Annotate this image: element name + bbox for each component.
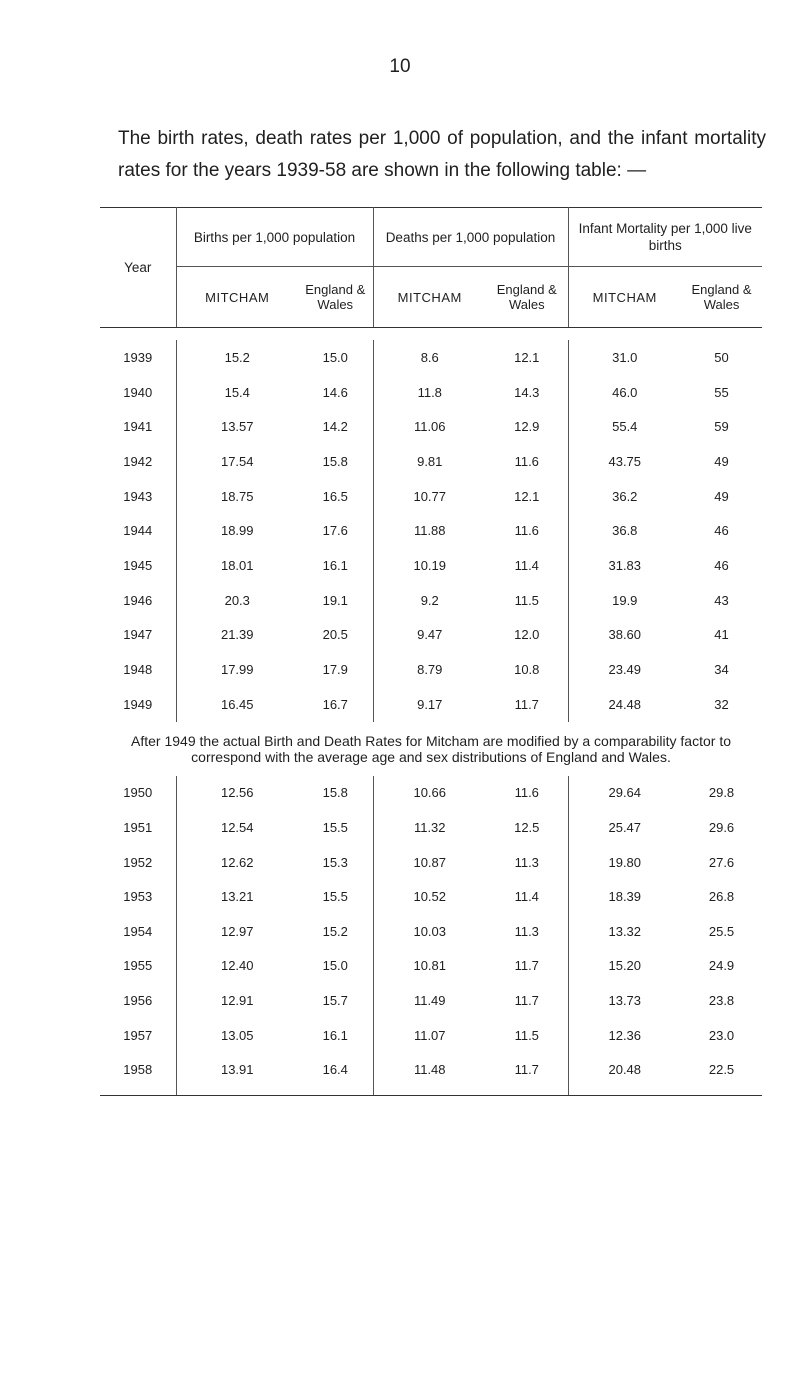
deaths-mitcham-cell: 11.49	[413, 992, 446, 1008]
infant-mitcham-cell: 29.64	[608, 785, 642, 801]
births-mitcham-cell: 15.2	[224, 349, 250, 365]
infant-england-wales-cell: 24.9	[708, 958, 735, 974]
intro-paragraph: The birth rates, death rates per 1,000 of population, and the infant mortality rates for the years 1939-58 are shown in the following table: —	[118, 128, 766, 181]
infant-england-wales-cell: 55	[714, 384, 729, 400]
infant-england-wales-cell: 29.6	[708, 819, 735, 835]
year-cell: 1940	[100, 375, 176, 410]
year-cell: 1941	[100, 409, 176, 444]
table-row	[100, 1018, 762, 1053]
rates-table	[100, 207, 762, 1096]
deaths-mitcham-cell: 8.79	[417, 662, 443, 678]
births-england-wales-cell: 15.5	[298, 810, 373, 845]
infant-mitcham-cell: 20.48	[608, 1062, 642, 1078]
births-mitcham-cell: 17.99	[220, 662, 254, 678]
table-row	[100, 810, 762, 845]
deaths-mitcham-cell: 9.81	[417, 453, 443, 469]
births-mitcham-cell: 17.54	[220, 453, 254, 469]
births-mitcham-cell: 20.3	[224, 592, 250, 608]
infant-mortality-header: Infant Mortality per 1,000 live births	[578, 221, 752, 253]
infant-england-wales-cell: 26.8	[708, 889, 735, 905]
births-mitcham-cell: 12.62	[220, 854, 254, 870]
deaths-mitcham-cell: 9.17	[417, 696, 443, 712]
year-cell: 1958	[100, 1052, 176, 1087]
births-mitcham-cell: 18.99	[220, 523, 254, 539]
deaths-mitcham-cell: 9.47	[417, 627, 443, 643]
year-cell: 1944	[100, 513, 176, 548]
infant-england-wales-cell: 59	[714, 419, 729, 435]
infant-england-wales-cell: 34	[714, 662, 729, 678]
births-england-wales-cell: 15.8	[298, 444, 373, 479]
births-england-wales-cell: 15.0	[298, 340, 373, 375]
page-number: 10	[389, 56, 411, 77]
births-england-wales-cell: 15.3	[298, 845, 373, 880]
infant-mitcham-cell: 38.60	[608, 627, 642, 643]
births-england-wales-header: England & Wales	[298, 267, 373, 328]
deaths-england-wales-cell: 12.5	[486, 810, 568, 845]
births-mitcham-cell: 13.91	[220, 1062, 254, 1078]
infant-mitcham-header: MITCHAM	[568, 267, 681, 328]
infant-mitcham-cell: 31.0	[612, 349, 638, 365]
infant-england-wales-cell: 50	[714, 349, 729, 365]
births-england-wales-cell: 16.1	[298, 548, 373, 583]
infant-mitcham-cell: 24.48	[608, 696, 642, 712]
births-england-wales-cell: 19.1	[298, 583, 373, 618]
infant-england-wales-cell: 27.6	[708, 854, 735, 870]
year-cell: 1953	[100, 879, 176, 914]
table-row	[100, 914, 762, 949]
year-cell: 1957	[100, 1018, 176, 1053]
table-body-1939-1949	[100, 328, 762, 722]
table-row	[100, 479, 762, 514]
year-cell: 1945	[100, 548, 176, 583]
infant-mitcham-cell: 12.36	[608, 1027, 642, 1043]
infant-mitcham-cell: 18.39	[608, 889, 642, 905]
deaths-england-wales-cell: 11.7	[486, 949, 568, 984]
births-england-wales-cell: 17.6	[298, 513, 373, 548]
comparability-note: After 1949 the actual Birth and Death Rates for Mitcham are modified by a comparability factor to correspond with the average age and sex distributions of England and Wales.	[131, 732, 731, 765]
births-mitcham-cell: 12.56	[220, 785, 254, 801]
table-row	[100, 513, 762, 548]
deaths-mitcham-cell: 10.19	[413, 557, 447, 573]
infant-mitcham-cell: 36.8	[612, 523, 638, 539]
births-england-wales-cell: 14.6	[298, 375, 373, 410]
deaths-mitcham-cell: 10.66	[413, 785, 447, 801]
infant-mitcham-cell: 19.9	[612, 592, 638, 608]
infant-england-wales-cell: 23.8	[708, 992, 735, 1008]
infant-mitcham-cell: 19.80	[608, 854, 642, 870]
births-england-wales-cell: 20.5	[298, 618, 373, 653]
births-mitcham-cell: 21.39	[220, 627, 254, 643]
births-england-wales-cell: 14.2	[298, 409, 373, 444]
deaths-mitcham-cell: 11.07	[413, 1027, 446, 1043]
table-row	[100, 949, 762, 984]
deaths-england-wales-cell: 12.1	[486, 479, 568, 514]
infant-mitcham-cell: 23.49	[608, 662, 642, 678]
table-row	[100, 1052, 762, 1087]
infant-mitcham-cell: 13.73	[608, 992, 642, 1008]
infant-mitcham-cell: 13.32	[608, 923, 642, 939]
births-mitcham-cell: 13.57	[220, 419, 254, 435]
table-row	[100, 444, 762, 479]
infant-england-wales-cell: 46	[714, 523, 729, 539]
infant-england-wales-cell: 41	[714, 627, 729, 643]
table-row	[100, 845, 762, 880]
deaths-mitcham-cell: 10.03	[413, 923, 447, 939]
births-england-wales-cell: 16.5	[298, 479, 373, 514]
infant-mitcham-cell: 36.2	[612, 488, 638, 504]
table-row	[100, 983, 762, 1018]
infant-mitcham-cell: 25.47	[608, 819, 642, 835]
deaths-england-wales-cell: 14.3	[486, 375, 568, 410]
deaths-england-wales-cell: 11.7	[486, 687, 568, 722]
births-mitcham-cell: 12.54	[220, 819, 254, 835]
table-row	[100, 776, 762, 811]
infant-england-wales-cell: 23.0	[708, 1027, 735, 1043]
infant-england-wales-cell: 49	[714, 453, 729, 469]
year-cell: 1956	[100, 983, 176, 1018]
year-cell: 1946	[100, 583, 176, 618]
year-cell: 1950	[100, 776, 176, 811]
deaths-mitcham-cell: 10.87	[413, 854, 447, 870]
year-cell: 1942	[100, 444, 176, 479]
births-mitcham-header: MITCHAM	[176, 267, 298, 328]
table-row	[100, 652, 762, 687]
infant-england-wales-cell: 29.8	[708, 785, 735, 801]
deaths-england-wales-cell: 12.9	[486, 409, 568, 444]
births-mitcham-cell: 18.75	[220, 488, 254, 504]
births-header: Births per 1,000 population	[176, 208, 373, 267]
births-mitcham-cell: 12.40	[220, 958, 254, 974]
infant-england-wales-cell: 25.5	[708, 923, 735, 939]
table-row	[100, 687, 762, 722]
table-note	[100, 722, 762, 776]
births-england-wales-cell: 15.8	[298, 776, 373, 811]
year-cell: 1943	[100, 479, 176, 514]
deaths-england-wales-cell: 11.3	[486, 914, 568, 949]
year-cell: 1939	[100, 340, 176, 375]
births-mitcham-cell: 12.91	[220, 992, 254, 1008]
year-cell: 1947	[100, 618, 176, 653]
deaths-england-wales-cell: 10.8	[486, 652, 568, 687]
table-row	[100, 340, 762, 375]
deaths-header: Deaths per 1,000 population	[373, 208, 568, 267]
births-england-wales-cell: 16.7	[298, 687, 373, 722]
deaths-mitcham-cell: 11.88	[413, 523, 446, 539]
deaths-england-wales-cell: 11.7	[486, 983, 568, 1018]
table-row	[100, 548, 762, 583]
births-mitcham-cell: 12.97	[220, 923, 254, 939]
births-mitcham-cell: 15.4	[224, 384, 250, 400]
infant-mitcham-cell: 15.20	[608, 958, 642, 974]
deaths-england-wales-cell: 11.6	[486, 444, 568, 479]
table-row	[100, 375, 762, 410]
deaths-mitcham-cell: 8.6	[420, 349, 439, 365]
table-row	[100, 409, 762, 444]
deaths-england-wales-header: England & Wales	[486, 267, 568, 328]
table-row	[100, 879, 762, 914]
infant-england-wales-cell: 49	[714, 488, 729, 504]
deaths-england-wales-cell: 12.1	[486, 340, 568, 375]
infant-mitcham-cell: 46.0	[612, 384, 638, 400]
births-england-wales-cell: 16.1	[298, 1018, 373, 1053]
deaths-mitcham-cell: 9.2	[420, 592, 439, 608]
births-mitcham-cell: 18.01	[220, 557, 254, 573]
deaths-england-wales-cell: 11.5	[486, 1018, 568, 1053]
births-england-wales-cell: 15.7	[298, 983, 373, 1018]
year-cell: 1949	[100, 687, 176, 722]
deaths-england-wales-cell: 11.7	[486, 1052, 568, 1087]
deaths-england-wales-cell: 11.3	[486, 845, 568, 880]
year-header: Year	[100, 208, 176, 328]
infant-mitcham-cell: 31.83	[608, 557, 642, 573]
births-england-wales-cell: 15.2	[298, 914, 373, 949]
births-mitcham-cell: 13.05	[220, 1027, 254, 1043]
deaths-england-wales-cell: 11.5	[486, 583, 568, 618]
infant-england-wales-cell: 46	[714, 557, 729, 573]
table-row	[100, 618, 762, 653]
table-row	[100, 583, 762, 618]
deaths-mitcham-cell: 11.06	[413, 419, 446, 435]
year-cell: 1955	[100, 949, 176, 984]
deaths-england-wales-cell: 12.0	[486, 618, 568, 653]
deaths-mitcham-cell: 11.48	[413, 1062, 446, 1078]
deaths-mitcham-cell: 10.52	[413, 889, 447, 905]
deaths-england-wales-cell: 11.6	[486, 513, 568, 548]
infant-mitcham-cell: 55.4	[612, 419, 638, 435]
deaths-england-wales-cell: 11.4	[486, 548, 568, 583]
deaths-mitcham-cell: 10.81	[413, 958, 447, 974]
infant-england-wales-cell: 43	[714, 592, 729, 608]
year-cell: 1954	[100, 914, 176, 949]
deaths-mitcham-cell: 11.8	[417, 384, 442, 400]
deaths-mitcham-header: MITCHAM	[373, 267, 486, 328]
births-mitcham-cell: 13.21	[220, 889, 254, 905]
infant-mitcham-cell: 43.75	[608, 453, 642, 469]
year-cell: 1952	[100, 845, 176, 880]
deaths-england-wales-cell: 11.6	[486, 776, 568, 811]
births-england-wales-cell: 15.0	[298, 949, 373, 984]
infant-england-wales-header: England & Wales	[681, 267, 762, 328]
year-cell: 1951	[100, 810, 176, 845]
deaths-england-wales-cell: 11.4	[486, 879, 568, 914]
infant-england-wales-cell: 32	[714, 696, 729, 712]
births-england-wales-cell: 15.5	[298, 879, 373, 914]
deaths-mitcham-cell: 11.32	[413, 819, 446, 835]
births-england-wales-cell: 16.4	[298, 1052, 373, 1087]
births-mitcham-cell: 16.45	[220, 696, 254, 712]
births-england-wales-cell: 17.9	[298, 652, 373, 687]
table-body-1950-1958	[100, 776, 762, 1096]
year-cell: 1948	[100, 652, 176, 687]
infant-england-wales-cell: 22.5	[708, 1062, 735, 1078]
deaths-mitcham-cell: 10.77	[413, 488, 447, 504]
